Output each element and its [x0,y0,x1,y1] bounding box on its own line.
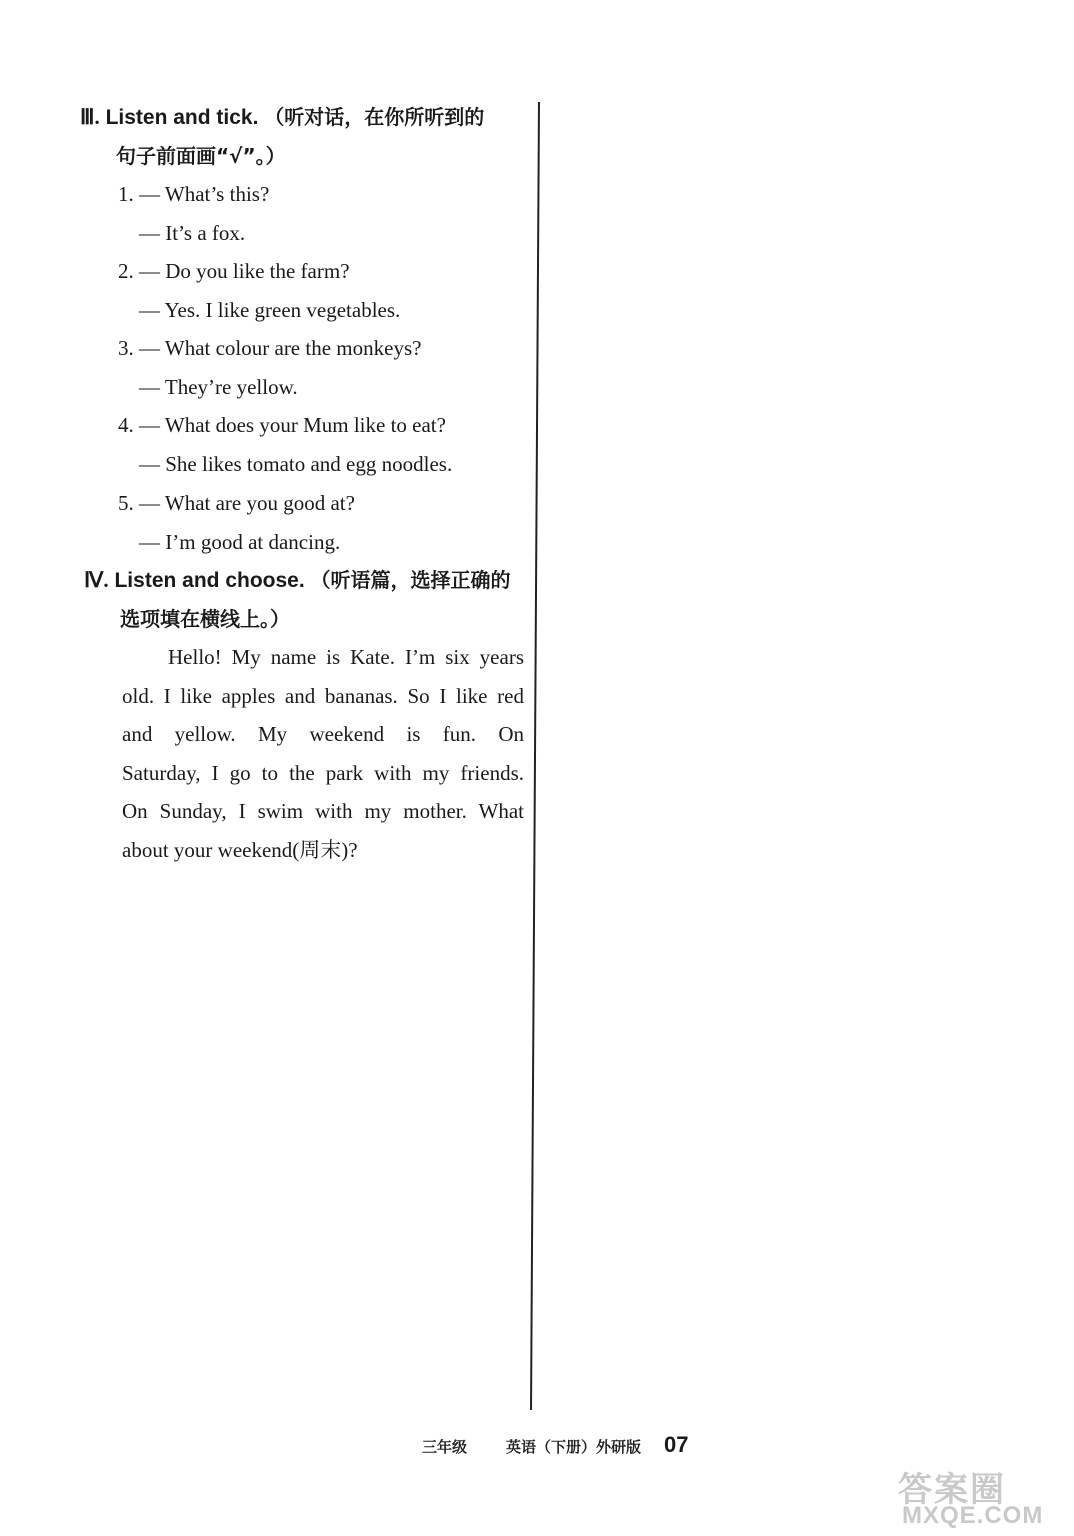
passage-line-2: old. I like apples and bananas. So I like red [122,684,524,708]
dialogue-answer-3: — They’re yellow. [139,375,298,399]
passage-line-3: and yellow. My weekend is fun. On [122,722,524,746]
section3-instruction-2: 句子前面画“√”。） [116,144,286,168]
passage-line-4: Saturday, I go to the park with my friends. [122,761,524,785]
dialogue-question-4: 4. — What does your Mum like to eat? [118,413,446,437]
dialogue-answer-5: — I’m good at dancing. [139,530,341,554]
section4-heading [84,567,511,594]
dialogue-question-3: 3. — What colour are the monkeys? [118,336,422,360]
footer-subject: 英语（下册） [506,1438,597,1456]
section3-heading [80,104,484,131]
column-divider [530,102,540,1410]
watermark-url: MXQE.COM [902,1502,1044,1529]
footer-edition: 外研版 [596,1438,642,1456]
passage-line-1: Hello! My name is Kate. I’m six years [168,645,524,669]
section4-instruction-2: 选项填在横线上。） [120,607,290,631]
section4-instruction-1: （听语篇，选择正确的 [310,568,511,592]
section4-number: Ⅳ. [84,568,109,592]
dialogue-question-2: 2. — Do you like the farm? [118,259,350,283]
footer-grade: 三年级 [422,1438,468,1456]
passage-line-6: about your weekend(周末)? [122,838,358,862]
passage-line-5: On Sunday, I swim with my mother. What [122,799,524,823]
section3-instruction-1: （听对话，在你所听到的 [264,105,485,129]
watermark-text: 答案圈 [898,1471,1006,1509]
dialogue-answer-4: — She likes tomato and egg noodles. [139,452,453,476]
watermark-logo [888,1462,1068,1532]
dialogue-question-5: 5. — What are you good at? [118,491,355,515]
page-number: 07 [664,1432,689,1457]
section3-number: Ⅲ. [80,105,100,129]
dialogue-answer-1: — It’s a fox. [139,221,246,245]
section4-title: Listen and choose. [114,569,305,592]
dialogue-question-1: 1. — What’s this? [118,182,270,206]
section3-title: Listen and tick. [105,106,259,129]
dialogue-answer-2: — Yes. I like green vegetables. [139,298,401,322]
